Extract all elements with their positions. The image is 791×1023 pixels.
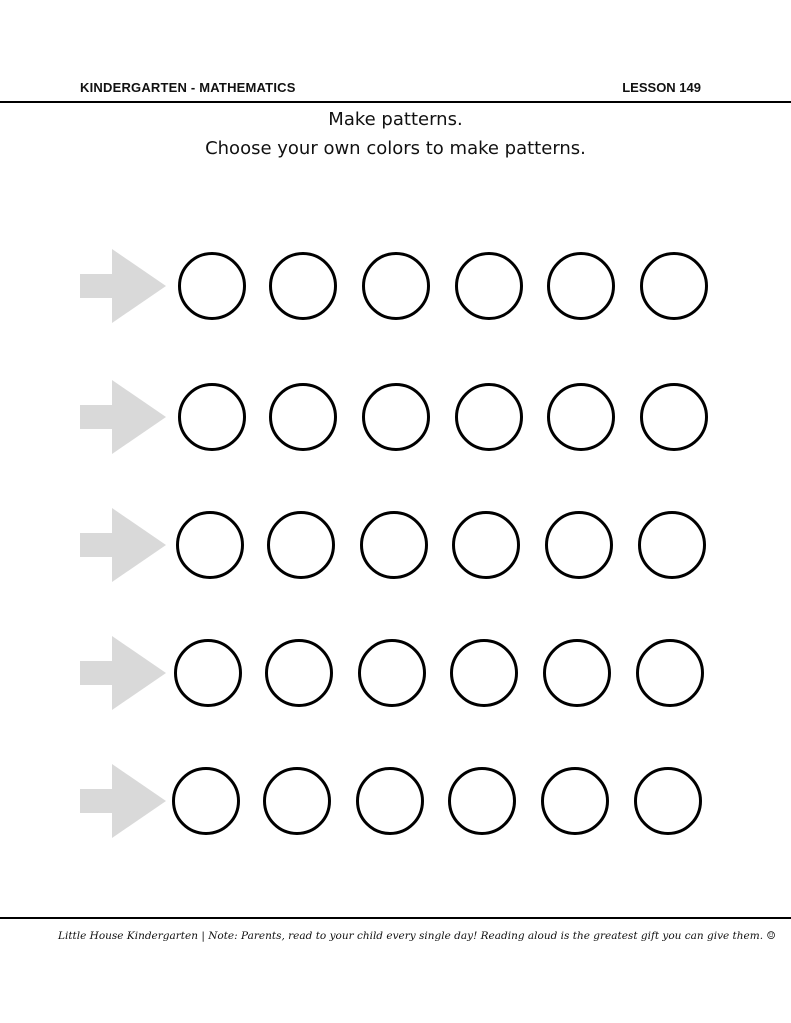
pattern-row <box>0 764 791 838</box>
pattern-circle[interactable] <box>452 511 520 579</box>
instruction-subtitle: Choose your own colors to make patterns. <box>205 138 586 159</box>
pattern-circle[interactable] <box>640 252 708 320</box>
pattern-row <box>0 636 791 710</box>
pattern-circle[interactable] <box>638 511 706 579</box>
pattern-circle[interactable] <box>172 767 240 835</box>
pattern-circle[interactable] <box>634 767 702 835</box>
pattern-circle[interactable] <box>450 639 518 707</box>
pattern-circle[interactable] <box>360 511 428 579</box>
pattern-circle[interactable] <box>178 252 246 320</box>
arrow-right-icon <box>80 636 166 710</box>
header-subject: KINDERGARTEN - MATHEMATICS <box>80 80 296 95</box>
arrow-right-icon <box>80 380 166 454</box>
pattern-circle[interactable] <box>358 639 426 707</box>
pattern-circle[interactable] <box>178 383 246 451</box>
footer-divider <box>0 917 791 919</box>
pattern-circle[interactable] <box>267 511 335 579</box>
pattern-circle[interactable] <box>269 383 337 451</box>
header-lesson: LESSON 149 <box>622 80 701 95</box>
arrow-right-icon <box>80 249 166 323</box>
pattern-circle[interactable] <box>545 511 613 579</box>
pattern-circle[interactable] <box>636 639 704 707</box>
pattern-circle[interactable] <box>265 639 333 707</box>
pattern-circle[interactable] <box>455 252 523 320</box>
pattern-circle[interactable] <box>362 252 430 320</box>
pattern-circle[interactable] <box>640 383 708 451</box>
pattern-circle[interactable] <box>362 383 430 451</box>
arrow-right-icon <box>80 764 166 838</box>
arrow-right-icon <box>80 508 166 582</box>
pattern-row <box>0 508 791 582</box>
pattern-row <box>0 380 791 454</box>
pattern-circle[interactable] <box>547 252 615 320</box>
pattern-circle[interactable] <box>543 639 611 707</box>
pattern-circle[interactable] <box>541 767 609 835</box>
pattern-circle[interactable] <box>356 767 424 835</box>
pattern-circle[interactable] <box>269 252 337 320</box>
pattern-row <box>0 249 791 323</box>
pattern-circle[interactable] <box>455 383 523 451</box>
instruction-title: Make patterns. <box>328 109 463 130</box>
footer-note: Little House Kindergarten | Note: Parents, read to your child every single day! Reading aloud is the greatest gift you can give them. ☺ <box>58 930 776 942</box>
pattern-circle[interactable] <box>174 639 242 707</box>
pattern-circle[interactable] <box>176 511 244 579</box>
pattern-circle[interactable] <box>263 767 331 835</box>
pattern-circle[interactable] <box>448 767 516 835</box>
pattern-circle[interactable] <box>547 383 615 451</box>
